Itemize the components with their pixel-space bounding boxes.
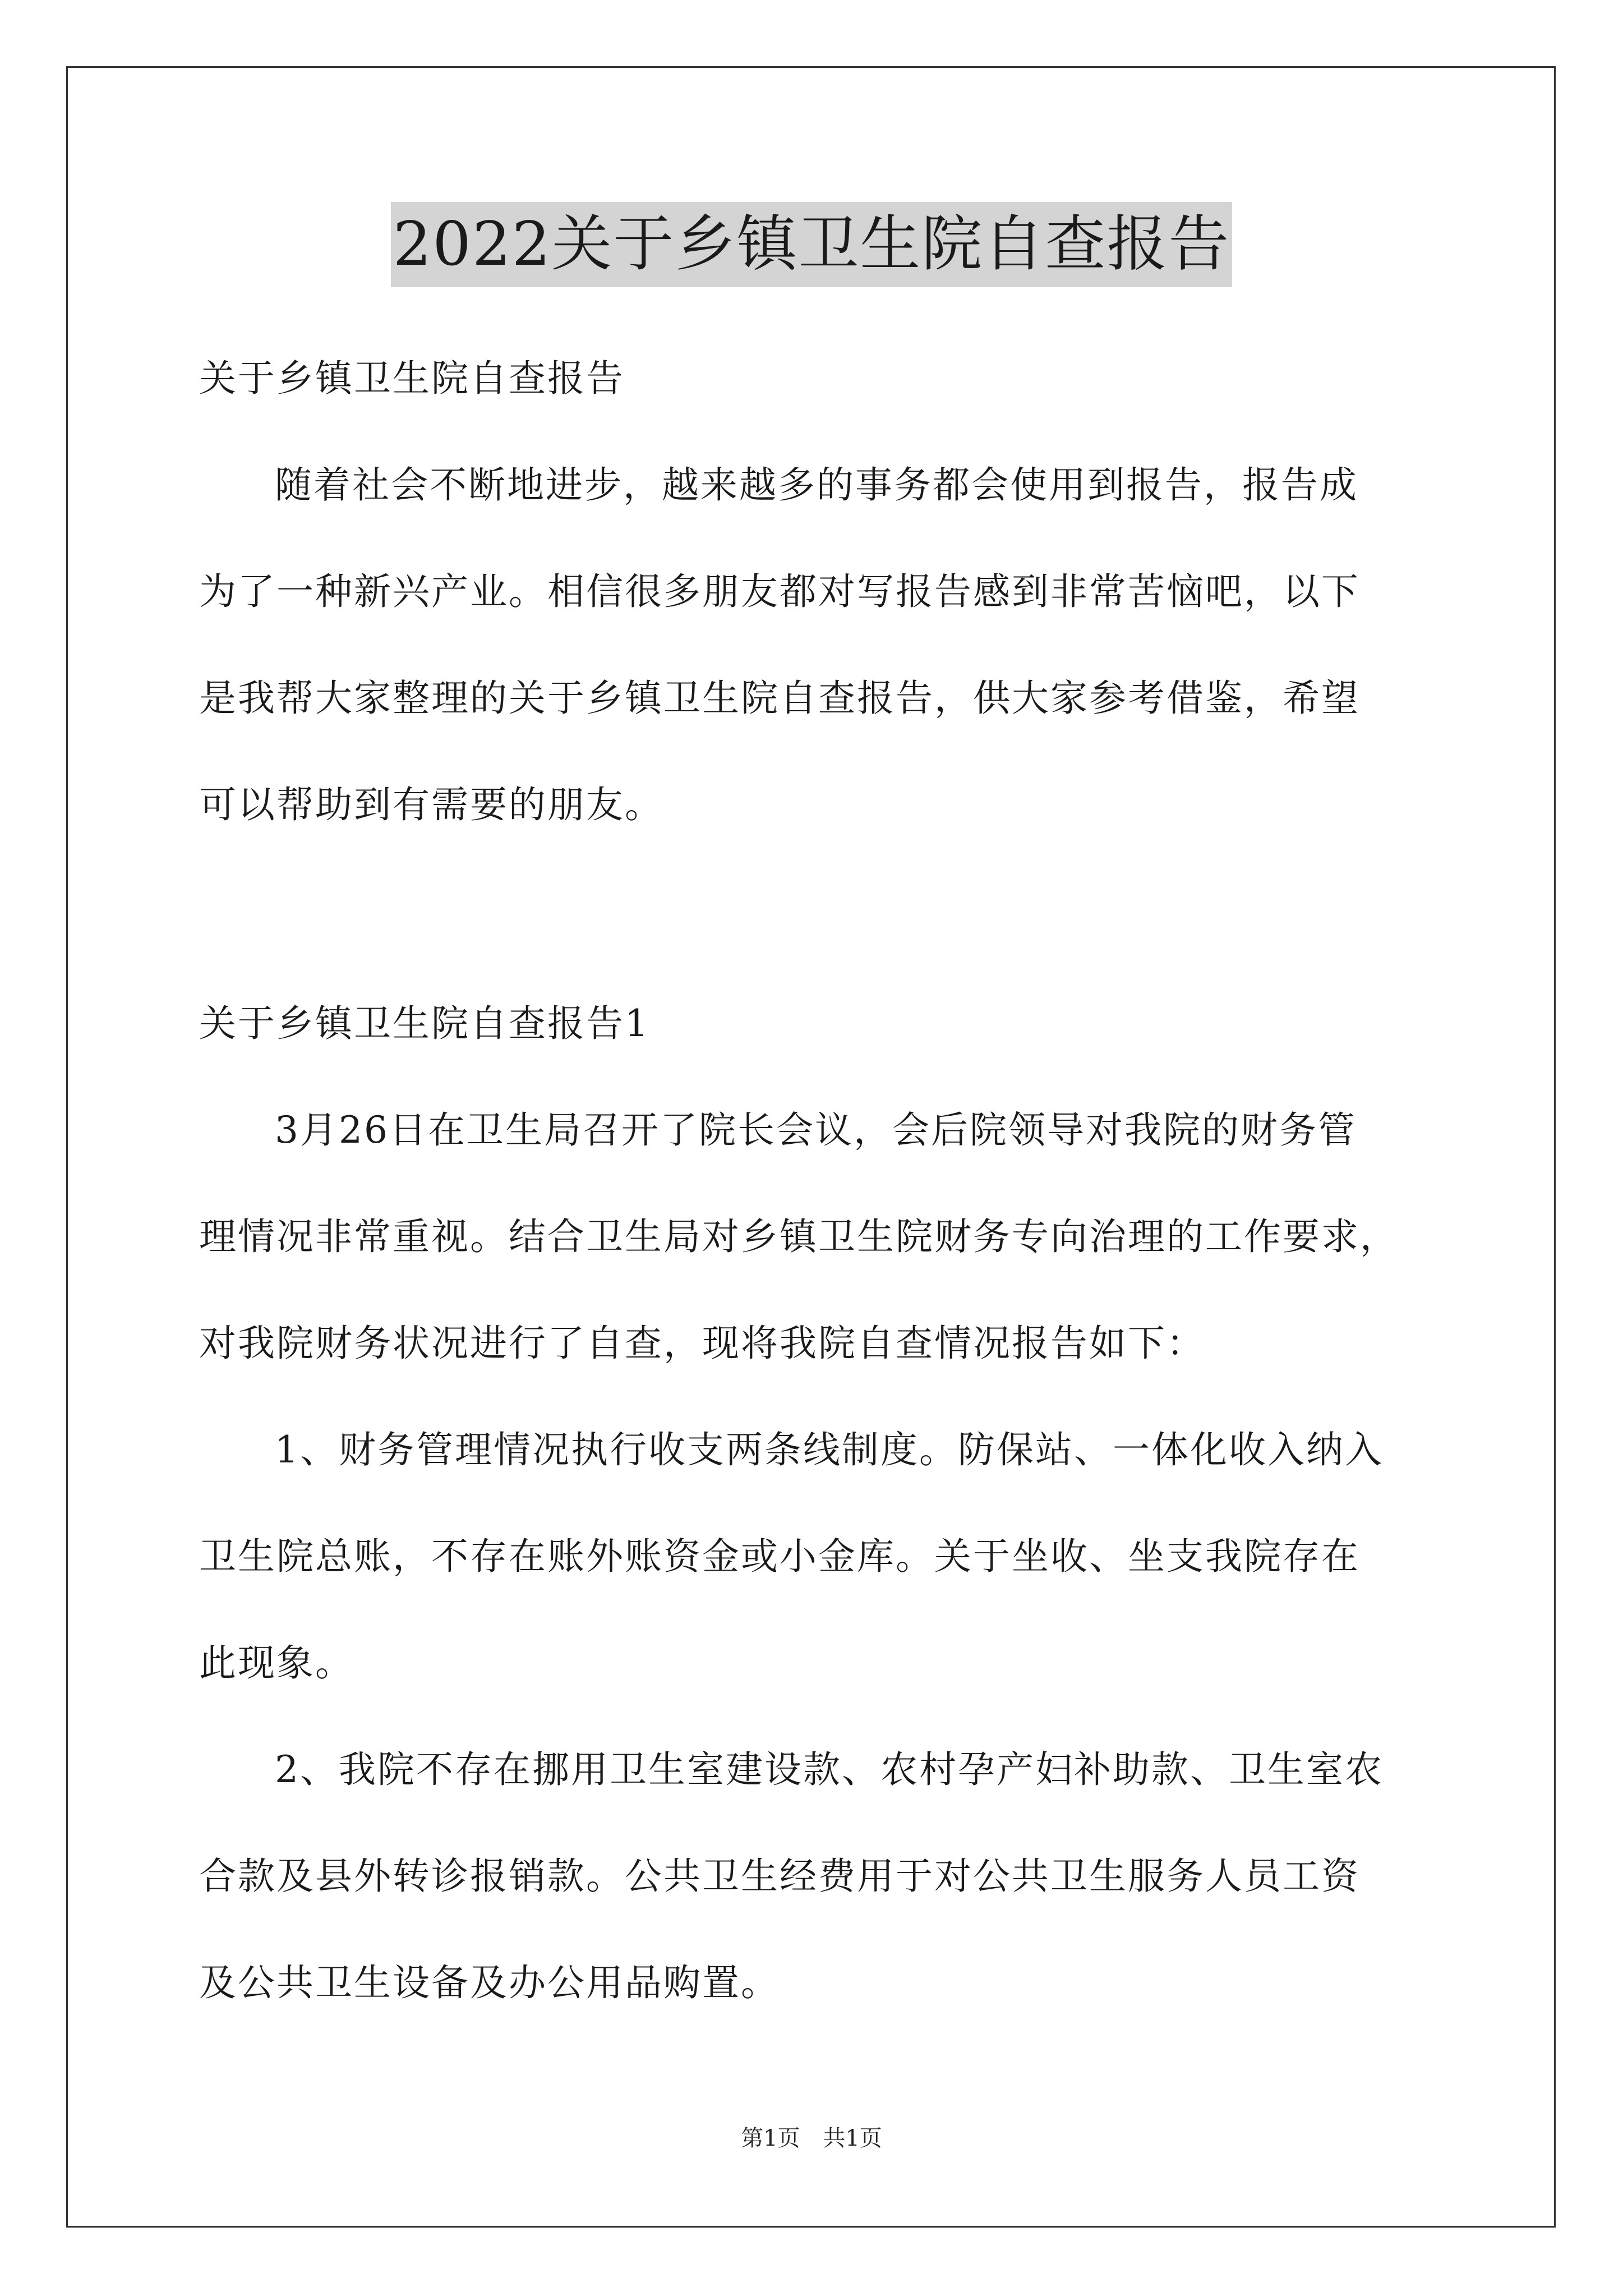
page-total: 共1页 bbox=[823, 2125, 882, 2151]
paragraph-line: 1、财务管理情况执行收支两条线制度。防保站、一体化收入纳入 bbox=[275, 1428, 1384, 1471]
document-subtitle: 关于乡镇卫生院自查报告 bbox=[199, 357, 625, 400]
intro-line: 随着社会不断地进步，越来越多的事务都会使用到报告，报告成 bbox=[275, 463, 1358, 507]
intro-line: 是我帮大家整理的关于乡镇卫生院自查报告，供大家参考借鉴，希望 bbox=[199, 677, 1360, 720]
intro-line: 可以帮助到有需要的朋友。 bbox=[199, 783, 663, 826]
paragraph-line: 合款及县外转诊报销款。公共卫生经费用于对公共卫生服务人员工资 bbox=[199, 1855, 1360, 1898]
paragraph-line: 2、我院不存在挪用卫生室建设款、农村孕产妇补助款、卫生室农 bbox=[275, 1748, 1384, 1791]
paragraph-line: 及公共卫生设备及办公用品购置。 bbox=[199, 1961, 780, 2004]
paragraph-line: 3月26日在卫生局召开了院长会议，会后院领导对我院的财务管 bbox=[275, 1108, 1357, 1152]
title-container bbox=[0, 202, 1623, 287]
document-title: 2022关于乡镇卫生院自查报告 bbox=[391, 202, 1233, 287]
paragraph-line: 卫生院总账，不存在账外账资金或小金库。关于坐收、坐支我院存在 bbox=[199, 1535, 1360, 1578]
paragraph-line: 对我院财务状况进行了自查，现将我院自查情况报告如下： bbox=[199, 1322, 1205, 1365]
section-heading: 关于乡镇卫生院自查报告1 bbox=[199, 1002, 650, 1045]
page-number: 第1页 bbox=[741, 2125, 800, 2151]
paragraph-line: 此现象。 bbox=[199, 1641, 354, 1685]
intro-line: 为了一种新兴产业。相信很多朋友都对写报告感到非常苦恼吧，以下 bbox=[199, 570, 1360, 613]
page-footer bbox=[0, 2123, 1623, 2154]
paragraph-line: 理情况非常重视。结合卫生局对乡镇卫生院财务专向治理的工作要求， bbox=[199, 1215, 1399, 1258]
